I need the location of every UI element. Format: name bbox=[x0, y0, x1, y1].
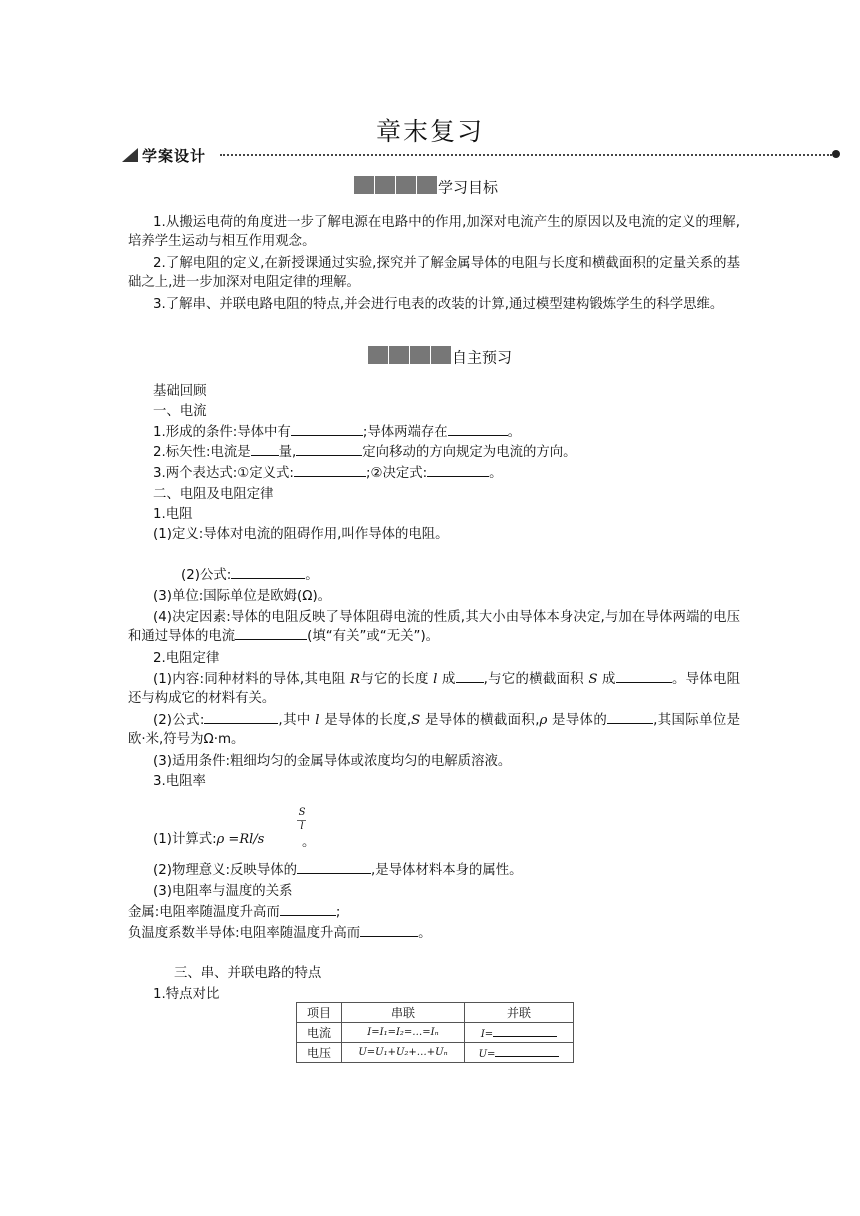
fill-blank[interactable] bbox=[204, 711, 278, 724]
current-line-1: 1.形成的条件:导体中有 ;导体两端存在 。 bbox=[153, 425, 522, 440]
fill-blank[interactable] bbox=[294, 464, 366, 477]
current-line-2: 2.标矢性:电流是 量, 定向移动的方向规定为电流的方向。 bbox=[153, 445, 577, 460]
heading-resistance: 二、电阻及电阻定律 bbox=[153, 487, 274, 502]
heading-blocks-icon bbox=[368, 346, 452, 368]
table-header: 并联 bbox=[465, 1003, 574, 1023]
goal-3: 3.了解串、并联电路电阻的特点,并会进行电表的改装的计算,通过模型建构锻炼学生的科学思维。 bbox=[153, 297, 724, 312]
end-dot-icon bbox=[832, 150, 840, 158]
section-banner bbox=[122, 146, 840, 164]
table-row bbox=[297, 1043, 574, 1063]
heading-current: 一、电流 bbox=[153, 404, 207, 419]
fill-blank[interactable] bbox=[495, 1045, 559, 1057]
law-formula: (2)公式: ,其中 l 是导体的长度,S 是导体的横截面积,ρ 是导体的 ,其国际单位是欧·米,符号为Ω·m。 bbox=[128, 713, 741, 747]
fill-blank[interactable] bbox=[607, 711, 653, 724]
goal-1: 1.从搬运电荷的角度进一步了解电源在电路中的作用,加深对电流产生的原因以及电流的定义的理解,培养学生运动与相互作用观念。 bbox=[128, 215, 740, 249]
resistivity-formula: (1)计算式:ρ =Rl/s bbox=[153, 832, 265, 847]
metal-line: 金属:电阻率随温度升高而 ; bbox=[128, 905, 341, 920]
section-heading-goals bbox=[354, 176, 498, 198]
fill-blank[interactable] bbox=[448, 423, 508, 436]
table-header: 串联 bbox=[342, 1003, 465, 1023]
fraction-denominator: l bbox=[300, 821, 304, 832]
fill-blank[interactable] bbox=[291, 423, 363, 436]
goal-2: 2.了解电阻的定义,在新授课通过实验,探究并了解金属导体的电阻与长度和横截面积的定量关系的基础之上,进一步加深对电阻定律的理解。 bbox=[128, 256, 740, 290]
section-heading-preview bbox=[368, 346, 512, 368]
page-title: 章末复习 bbox=[375, 117, 484, 146]
table-row bbox=[297, 1023, 574, 1043]
fill-blank[interactable] bbox=[427, 464, 489, 477]
table-cell: U= bbox=[465, 1043, 574, 1063]
law-conditions: (3)适用条件:粗细均匀的金属导体或浓度均匀的电解质溶液。 bbox=[153, 754, 512, 769]
law-content: (1)内容:同种材料的导体,其电阻 R与它的长度 l 成 ,与它的横截面积 S 成 。导体电阻还与构成它的材料有关。 bbox=[128, 672, 741, 706]
table-header: 项目 bbox=[297, 1003, 342, 1023]
fill-blank[interactable] bbox=[235, 627, 307, 640]
res-factors: (4)决定因素:导体的电阻反映了导体阻碍电流的性质,其大小由导体本身决定,与加在导体两端的电压和通过导体的电流 (填“有关”或“无关”)。 bbox=[128, 610, 740, 644]
sub-resistance-law: 2.电阻定律 bbox=[153, 651, 220, 666]
fill-blank[interactable] bbox=[297, 861, 371, 874]
fill-blank[interactable] bbox=[231, 566, 305, 579]
banner-label: 学案设计 bbox=[142, 147, 207, 165]
fill-blank[interactable] bbox=[456, 670, 484, 683]
heading-text: 自主预习 bbox=[452, 348, 513, 367]
table-cell: U=U₁+U₂+…+Uₙ bbox=[342, 1043, 465, 1063]
sub-resistance: 1.电阻 bbox=[153, 507, 193, 522]
table-cell: 电压 bbox=[297, 1043, 342, 1063]
table-cell: 电流 bbox=[297, 1023, 342, 1043]
table-cell: I=I₁=I₂=…=Iₙ bbox=[342, 1023, 465, 1043]
heading-circuits: 三、串、并联电路的特点 bbox=[174, 966, 322, 981]
sub-compare: 1.特点对比 bbox=[153, 987, 220, 1002]
fill-blank[interactable] bbox=[616, 670, 672, 683]
resistivity-formula-end: 。 bbox=[302, 835, 316, 850]
fraction-numerator: S bbox=[298, 807, 306, 818]
heading-text: 学习目标 bbox=[438, 178, 499, 197]
fill-blank[interactable] bbox=[493, 1025, 557, 1037]
fill-blank[interactable] bbox=[251, 443, 279, 456]
heading-blocks-icon bbox=[354, 176, 438, 198]
semiconductor-line: 负温度系数半导体:电阻率随温度升高而 。 bbox=[128, 926, 432, 941]
sub-resistivity: 3.电阻率 bbox=[153, 774, 206, 789]
table-cell: I= bbox=[465, 1023, 574, 1043]
res-unit: (3)单位:国际单位是欧姆(Ω)。 bbox=[153, 589, 332, 604]
fill-blank[interactable] bbox=[280, 903, 336, 916]
comparison-table bbox=[296, 1002, 574, 1063]
res-definition: (1)定义:导体对电流的阻碍作用,叫作导体的电阻。 bbox=[153, 527, 449, 542]
dotted-divider bbox=[220, 154, 832, 156]
fill-blank[interactable] bbox=[360, 924, 418, 937]
triangle-icon bbox=[122, 148, 138, 162]
current-line-3: 3.两个表达式:①定义式: ;②决定式: 。 bbox=[153, 466, 503, 481]
table-header-row bbox=[297, 1003, 574, 1023]
basic-review: 基础回顾 bbox=[153, 384, 207, 399]
res-formula: (2)公式: 。 bbox=[181, 568, 319, 583]
resistivity-meaning: (2)物理意义:反映导体的 ,是导体材料本身的属性。 bbox=[153, 863, 523, 878]
fill-blank[interactable] bbox=[296, 443, 362, 456]
resistivity-temp: (3)电阻率与温度的关系 bbox=[153, 884, 293, 899]
